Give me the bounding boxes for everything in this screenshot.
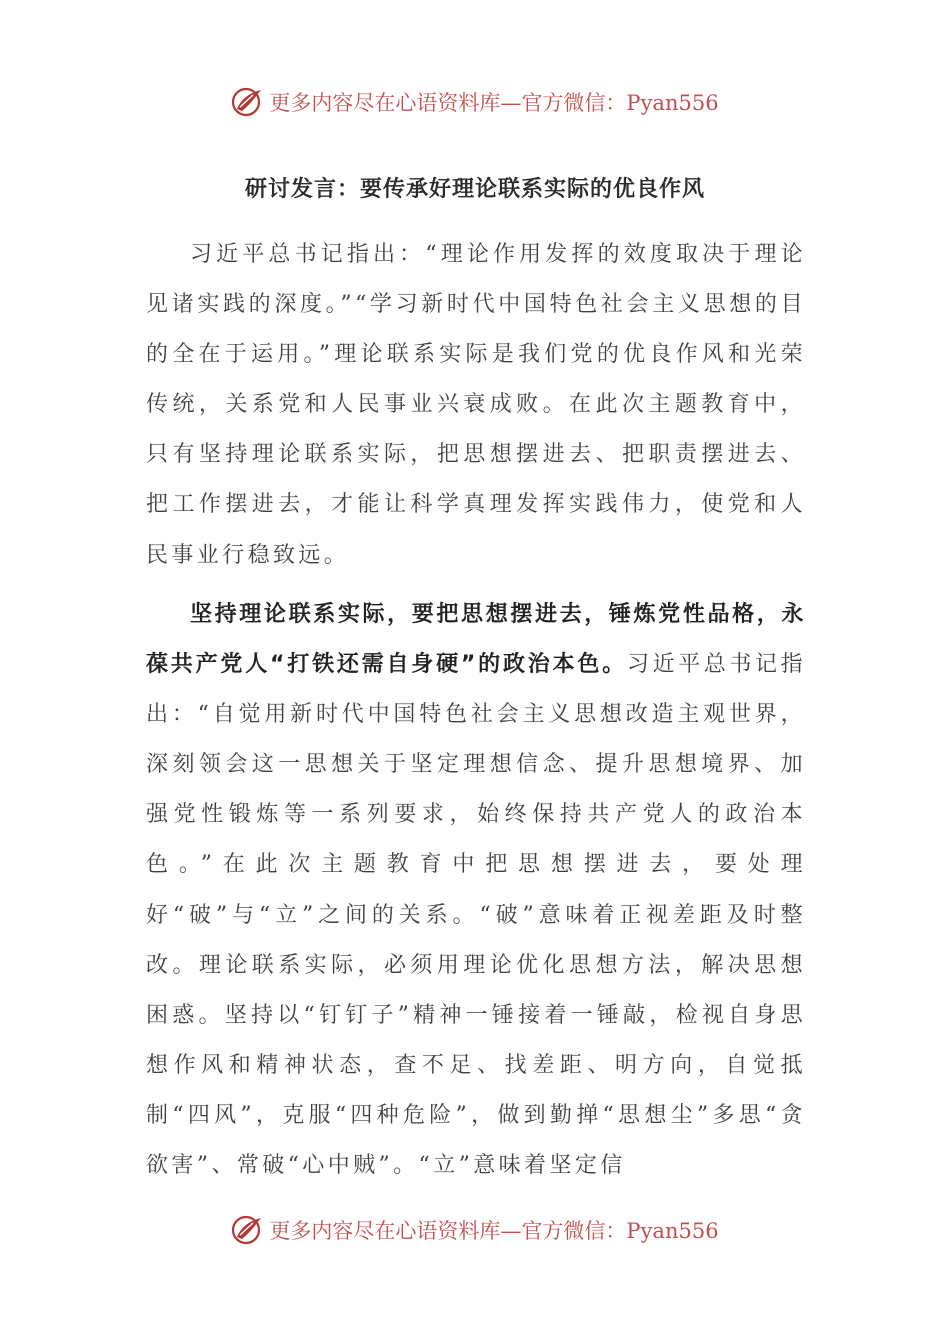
paragraph-2: [146, 590, 806, 1191]
pen-nib-logo-icon: [231, 85, 265, 119]
banner-dash: —: [500, 1219, 522, 1243]
banner-wechat: 官方微信：Pyan556: [521, 1219, 719, 1243]
document-title: 研讨发言：要传承好理论联系实际的优良作风: [244, 177, 705, 202]
paragraph-2-lead: 坚持理论联系实际，要把思想摆进去，锤炼党性品格，永葆共产党人“打铁还需自身硬”的政治本色。: [146, 602, 806, 678]
banner-text: [269, 87, 718, 117]
banner-dash: —: [500, 91, 522, 115]
footer-banner: [0, 1210, 950, 1250]
header-banner: [0, 82, 950, 122]
banner-text: [269, 1215, 718, 1245]
paragraph-1: 习近平总书记指出：“理论作用发挥的效度取决于理论见诸实践的深度。”“学习新时代中国特色社会主义思想的目的全在于运用。”理论联系实际是我们党的优良作风和光荣传统，关系党和人民事业兴衰成败。在此次主题教育中，只有坚持理论联系实际，把思想摆进去、把职责摆进去、把工作摆进去，才能让科学真理发挥实践伟力，使党和人民事业行稳致远。: [146, 242, 806, 568]
pen-nib-logo-icon: [231, 1213, 265, 1247]
banner-title: 更多内容尽在心语资料库: [269, 91, 501, 115]
banner-title: 更多内容尽在心语资料库: [269, 1219, 501, 1243]
banner-wechat: 官方微信：Pyan556: [521, 91, 719, 115]
paragraph-2-body: 习近平总书记指出：“自觉用新时代中国特色社会主义思想改造主观世界，深刻领会这一思想关于坚定理想信念、提升思想境界、加强党性锻炼等一系列要求，始终保持共产党人的政治本色。”在此次主题教育中把思想摆进去，要处理好“破”与“立”之间的关系。“破”意味着正视差距及时整改。理论联系实际，必须用理论优化思想方法，解决思想困惑。坚持以“钉钉子”精神一锤接着一锤敲，检视自身思想作风和精神状态，查不足、找差距、明方向，自觉抵制“四风”，克服“四种危险”，做到勤掸“思想尘”多思“贪欲害”、常破“心中贼”。“立”意味着坚定信: [146, 652, 807, 1179]
